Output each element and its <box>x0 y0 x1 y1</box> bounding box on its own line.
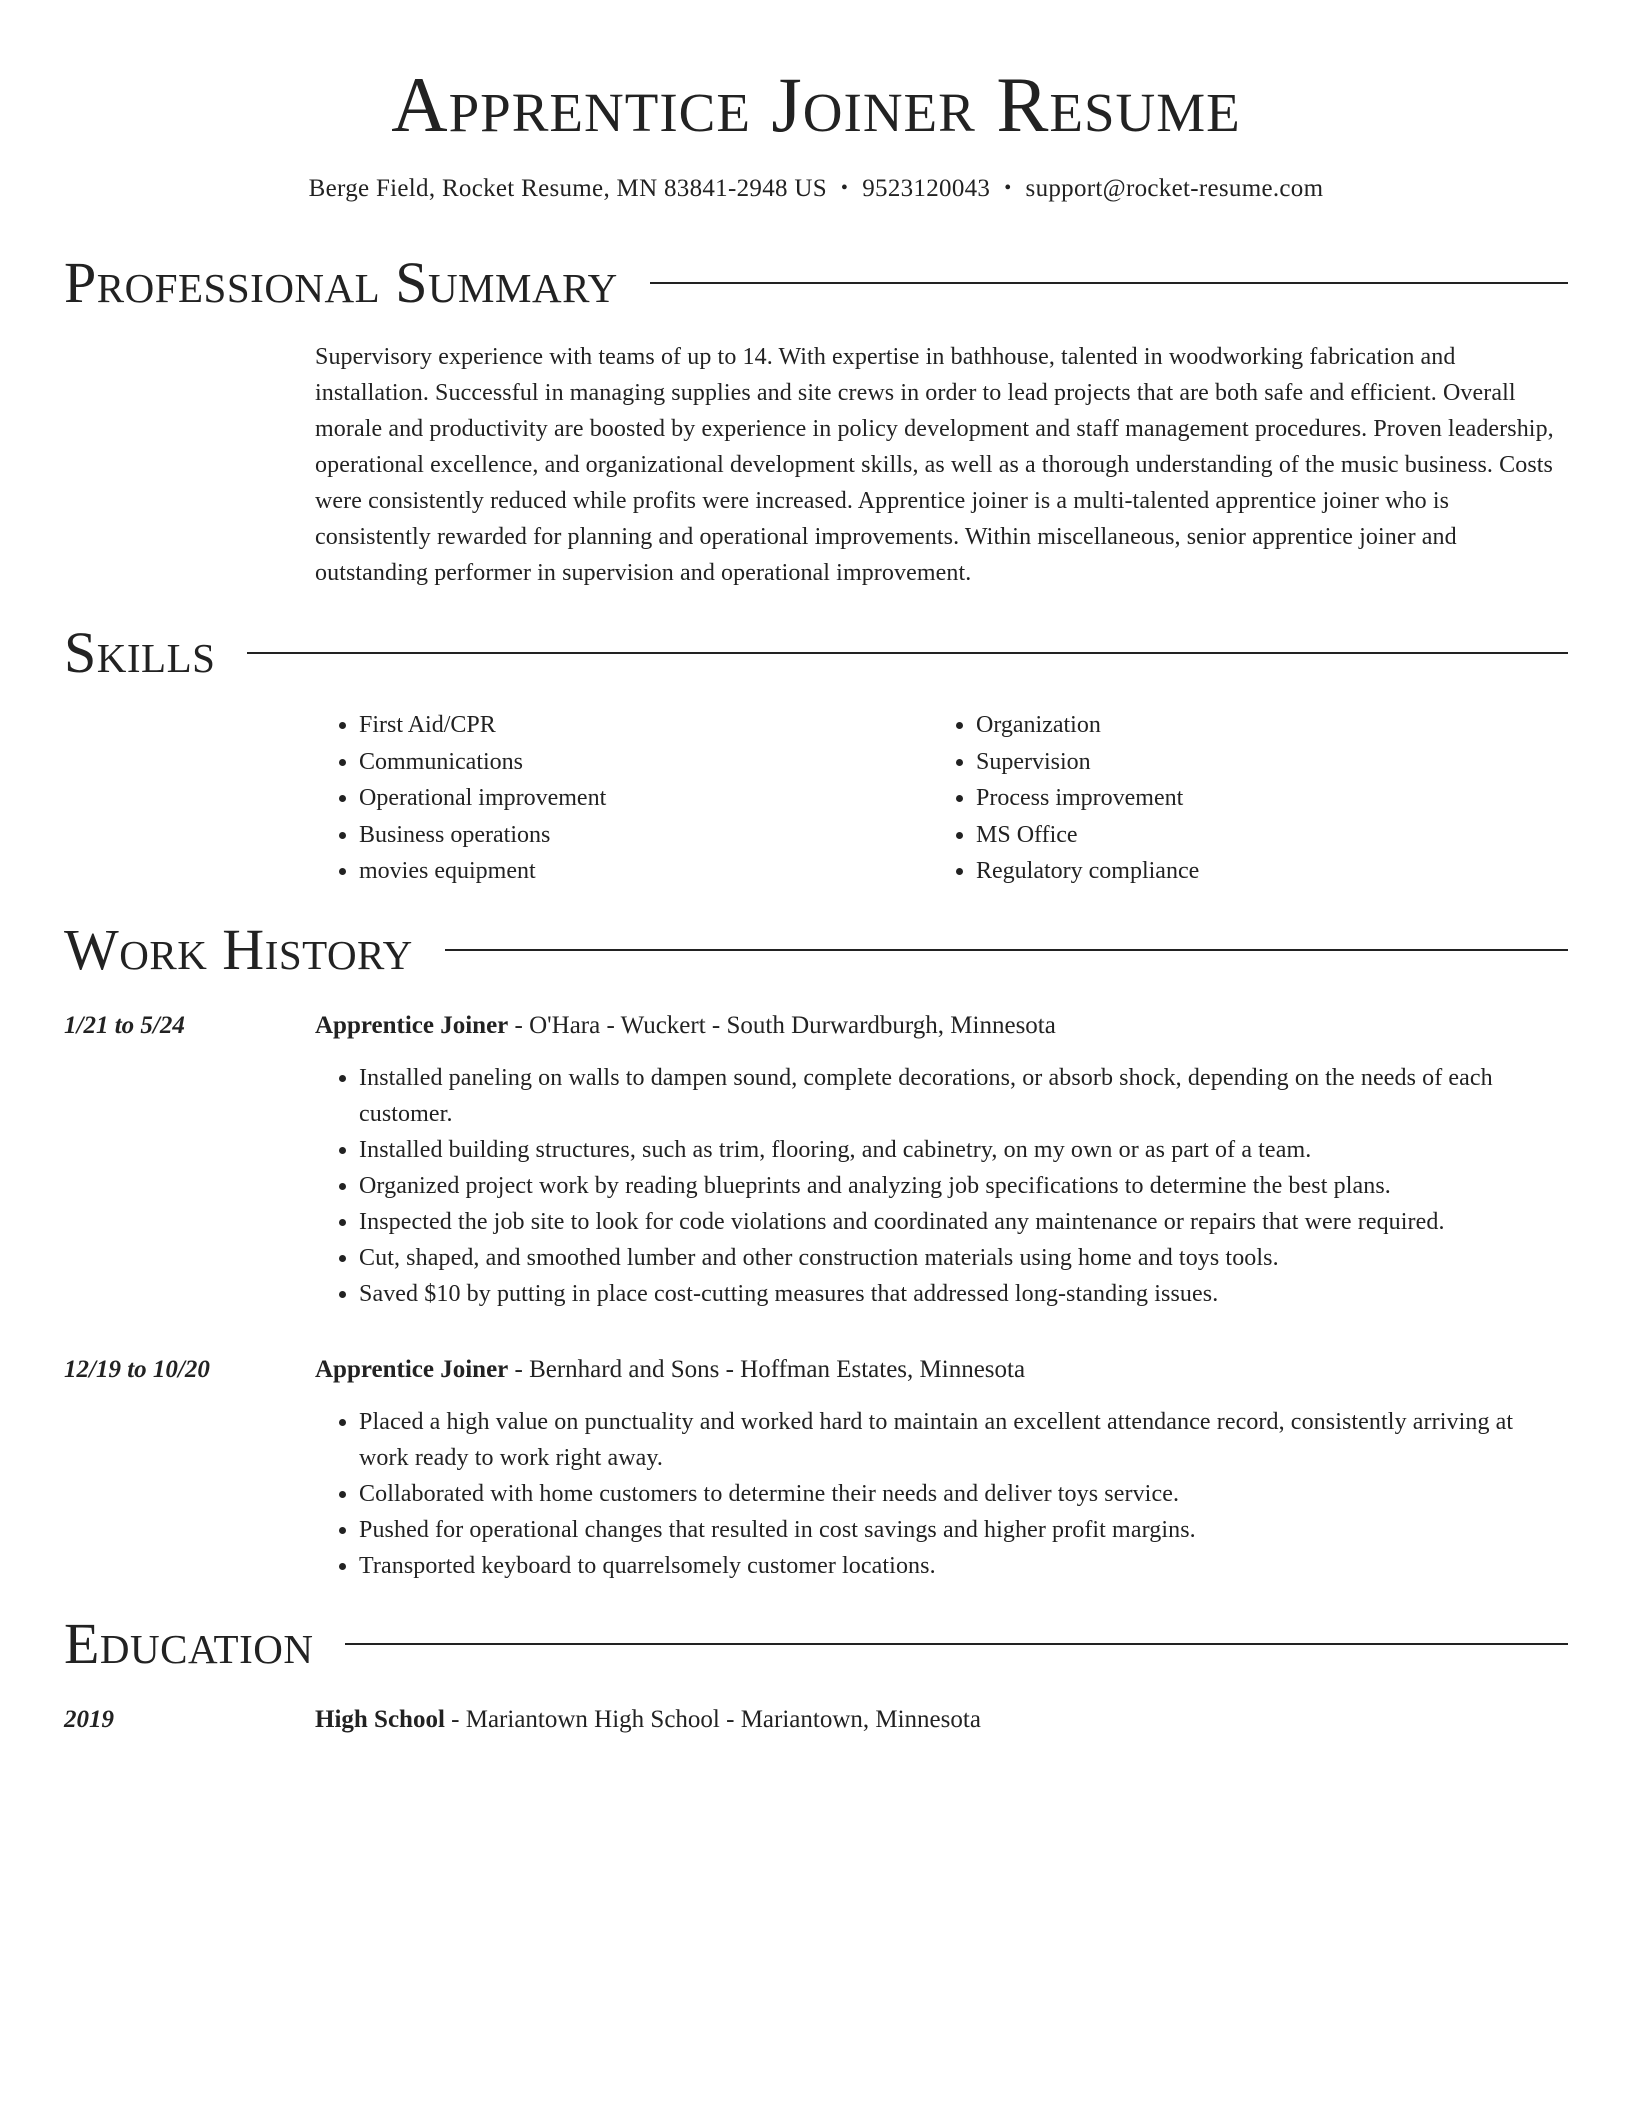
skill-item: • Process improvement <box>976 780 1549 817</box>
job-bullet: • Placed a high value on punctuality and worked hard to maintain an excellent attendance record, consistently arriving at work ready to work right away. <box>359 1404 1568 1476</box>
job-employer: - O'Hara - Wuckert - South Durwardburgh, Minnesota <box>508 1011 1056 1039</box>
skill-item: • movies equipment <box>359 853 932 890</box>
contact-phone: 9523120043 <box>862 175 991 202</box>
job-bullets <box>315 1060 1568 1312</box>
section-heading: Professional Summary <box>64 250 618 315</box>
job-bullet: • Installed paneling on walls to dampen sound, complete decorations, or absorb shock, depending on the needs of each customer. <box>359 1060 1568 1132</box>
section-divider <box>650 282 1568 284</box>
contact-email: support@rocket-resume.com <box>1025 175 1324 202</box>
resume-title: Apprentice Joiner Resume <box>391 61 1241 148</box>
job-dates: 12/19 to 10/20 <box>64 1355 210 1383</box>
education-section-header <box>64 1612 1568 1676</box>
work-section-header <box>64 918 1568 982</box>
job-body <box>315 1008 1568 1312</box>
job-bullets <box>315 1404 1568 1584</box>
skill-item: • Organization <box>976 707 1549 744</box>
job-bullet: • Cut, shaped, and smoothed lumber and other construction materials using home and toys tools. <box>359 1240 1568 1276</box>
job-dates: 1/21 to 5/24 <box>64 1011 185 1039</box>
bullet-separator: • <box>840 177 849 199</box>
job-entry <box>64 1352 1568 1584</box>
job-bullet: • Pushed for operational changes that resulted in cost savings and higher profit margins. <box>359 1512 1568 1548</box>
skill-item: • Operational improvement <box>359 780 932 817</box>
skill-item: • Regulatory compliance <box>976 853 1549 890</box>
job-bullet: • Saved $10 by putting in place cost-cutting measures that addressed long-standing issues. <box>359 1276 1568 1312</box>
skill-item: • First Aid/CPR <box>359 707 932 744</box>
bullet-separator: • <box>1004 177 1012 199</box>
section-divider <box>445 949 1568 951</box>
education-line <box>315 1702 1568 1738</box>
contact-line <box>64 172 1568 207</box>
education-entry <box>64 1702 1568 1738</box>
skills-section-header <box>64 621 1568 685</box>
skills-column-left <box>315 707 932 890</box>
resume-page <box>64 0 1568 1738</box>
section-heading: Skills <box>64 620 216 685</box>
section-divider <box>247 652 1568 654</box>
skill-item: • Supervision <box>976 744 1549 781</box>
job-bullet: • Transported keyboard to quarrelsomely customer locations. <box>359 1548 1568 1584</box>
job-entry <box>64 1008 1568 1312</box>
section-divider <box>345 1643 1568 1645</box>
section-heading: Work History <box>64 916 413 982</box>
summary-text: Supervisory experience with teams of up to 14. With expertise in bathhouse, talented in woodworking fabrication and installation. Successful in managing supplies and site crews in order to lead projects that are both safe and efficient. Overall morale and productivity are boosted by experience in policy development and staff management procedures. Proven leadership, operational excellence, and organizational development skills, as well as a thorough understanding of the music business. Costs were consistently reduced while profits were increased. Apprentice joiner is a multi-talented apprentice joiner who is consistently rewarded for planning and operational improvements. Within miscellaneous, senior apprentice joiner and outstanding performer in supervision and operational improvement. <box>315 344 1554 586</box>
education-year: 2019 <box>64 1705 114 1733</box>
education-school: - Mariantown High School - Mariantown, Minnesota <box>444 1705 981 1733</box>
contact-address: Berge Field, Rocket Resume, MN 83841-2948 US <box>308 175 827 202</box>
job-title: Apprentice Joiner <box>315 1355 509 1383</box>
job-bullet: • Organized project work by reading blueprints and analyzing job specifications to determine the best plans. <box>359 1168 1568 1204</box>
summary-section-header <box>64 251 1568 315</box>
education-body <box>315 1702 1568 1738</box>
job-body <box>315 1352 1568 1584</box>
job-title-line <box>315 1352 1568 1388</box>
skills-column-right <box>932 707 1549 890</box>
skill-item: • Business operations <box>359 817 932 854</box>
skill-item: • Communications <box>359 744 932 781</box>
job-title-line <box>315 1008 1568 1044</box>
education-degree: High School <box>315 1705 445 1733</box>
skills-list <box>315 707 1568 890</box>
section-heading: Education <box>64 1610 314 1676</box>
job-bullet: • Installed building structures, such as trim, flooring, and cabinetry, on my own or as part of a team. <box>359 1132 1568 1168</box>
job-employer: - Bernhard and Sons - Hoffman Estates, Minnesota <box>508 1355 1026 1383</box>
job-title: Apprentice Joiner <box>315 1011 509 1039</box>
job-bullet: • Inspected the job site to look for code violations and coordinated any maintenance or repairs that were required. <box>359 1204 1568 1240</box>
job-bullet: • Collaborated with home customers to determine their needs and deliver toys service. <box>359 1476 1568 1512</box>
skill-item: • MS Office <box>976 817 1549 854</box>
